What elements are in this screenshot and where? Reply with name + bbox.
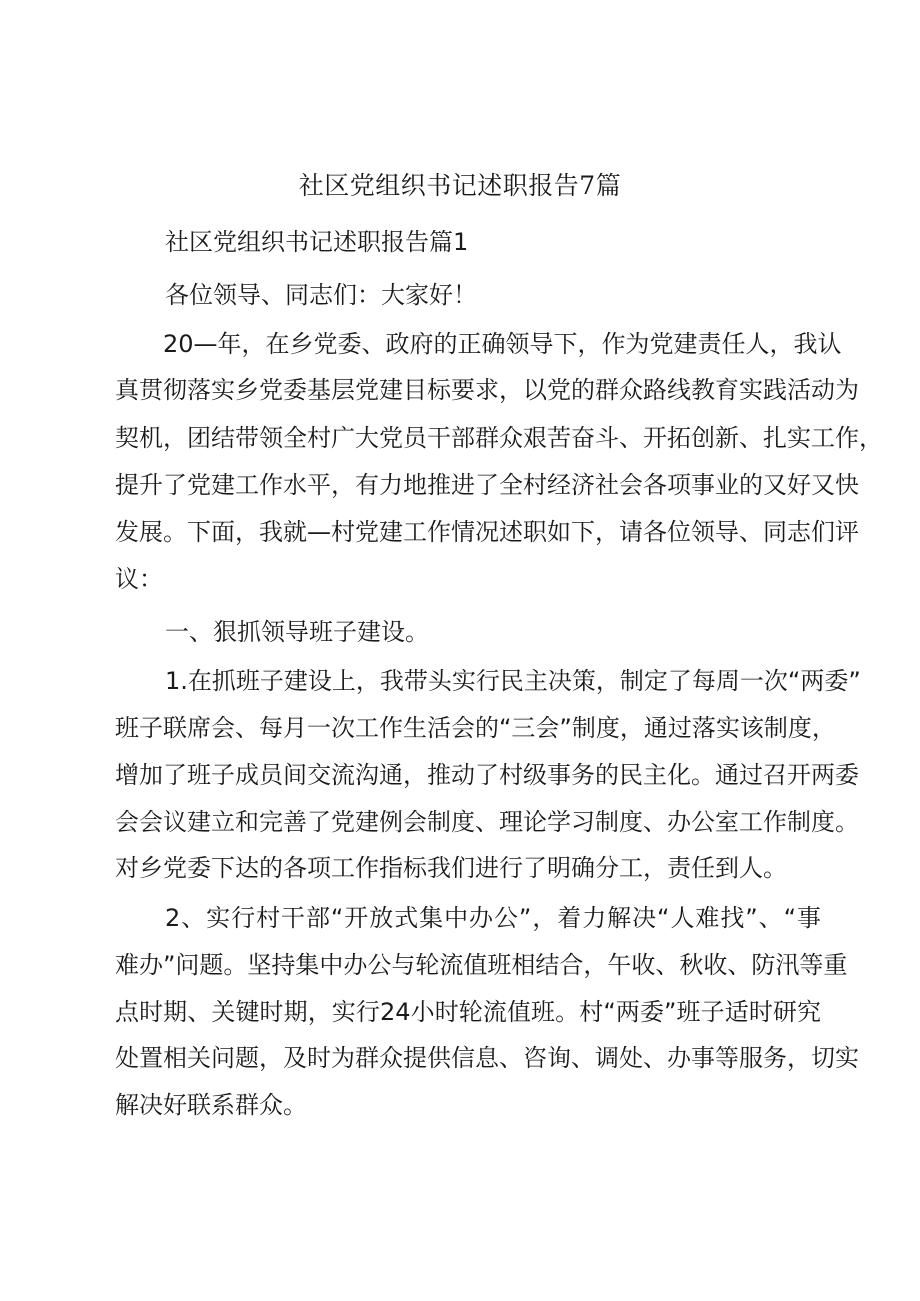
paragraph-line: 增加了班子成员间交流沟通，推动了村级事务的民主化。通过召开两委 xyxy=(115,761,859,789)
paragraph-line: 1.在抓班子建设上，我带头实行民主决策，制定了每周一次“两委” xyxy=(165,667,861,695)
greeting: 各位领导、同志们：大家好！ xyxy=(165,281,477,309)
paragraph-line: 契机，团结带领全村广大党员干部群众艰苦奋斗、开拓创新、扎实工作， xyxy=(115,424,883,452)
paragraph-line: 点时期、关键时期，实行24小时轮流值班。村“两委”班子适时研究 xyxy=(115,998,821,1026)
paragraph-line: 真贯彻落实乡党委基层党建目标要求，以党的群众路线教育实践活动为 xyxy=(115,376,859,404)
paragraph-line: 处置相关问题，及时为群众提供信息、咨询、调处、办事等服务，切实 xyxy=(115,1044,859,1072)
paragraph-line: 2、实行村干部“开放式集中办公”，着力解决“人难找”、“事 xyxy=(165,904,821,932)
report-subtitle: 社区党组织书记述职报告篇1 xyxy=(165,228,469,256)
paragraph-line: 提升了党建工作水平，有力地推进了全村经济社会各项事业的又好又快 xyxy=(115,471,859,499)
paragraph-line: 20—年，在乡党委、政府的正确领导下，作为党建责任人，我认 xyxy=(163,330,842,358)
paragraph-line: 难办”问题。坚持集中办公与轮流值班相结合，午收、秋收、防汛等重 xyxy=(115,951,848,979)
paragraph-line: 对乡党委下达的各项工作指标我们进行了明确分工，责任到人。 xyxy=(115,854,787,882)
paragraph-line: 解决好联系群众。 xyxy=(115,1091,307,1119)
paragraph-line: 班子联席会、每月一次工作生活会的“三会”制度，通过落实该制度， xyxy=(115,714,836,742)
paragraph-line: 议： xyxy=(115,565,163,593)
section-heading: 一、狠抓领导班子建设。 xyxy=(165,618,429,646)
paragraph-line: 发展。下面，我就—村党建工作情况述职如下，请各位领导、同志们评 xyxy=(115,518,859,546)
document-title: 社区党组织书记述职报告7篇 xyxy=(298,171,622,200)
paragraph-line: 会会议建立和完善了党建例会制度、理论学习制度、办公室工作制度。 xyxy=(115,808,859,836)
